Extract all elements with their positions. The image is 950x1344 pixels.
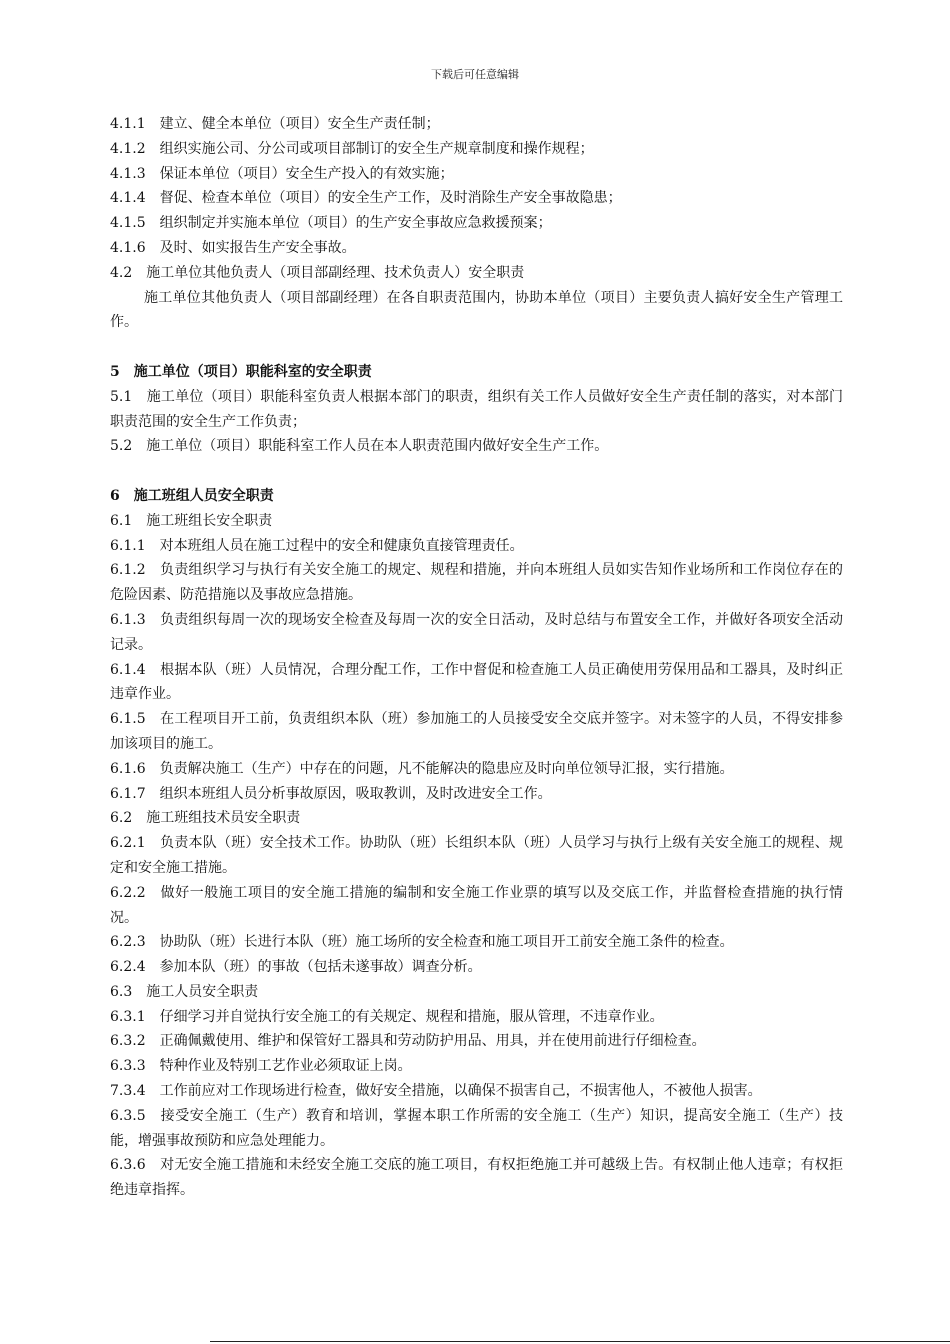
- clause-6-3-3: 6.3.3 特种作业及特别工艺作业必须取证上岗。: [110, 1058, 412, 1075]
- footer-divider: [210, 1341, 950, 1342]
- clause-6-2-3: 6.2.3 协助队（班）长进行本队（班）施工场所的安全检查和施工项目开工前安全施工条件的检查。: [110, 934, 734, 951]
- clause-6-1-7: 6.1.7 组织本班组人员分析事故原因，吸取教训，及时改进安全工作。: [110, 785, 552, 802]
- clause-4-2-title: 4.2 施工单位其他负责人（项目部副经理、技术负责人）安全职责: [110, 264, 525, 281]
- spacer: [110, 459, 843, 484]
- clause-6-1-1: 6.1.1 对本班组人员在施工过程中的安全和健康负直接管理责任。: [110, 537, 524, 554]
- clause-4-2-paragraph: 施工单位其他负责人（项目部副经理）在各自职责范围内，协助本单位（项目）主要负责人搞好安全生产管理工作。: [110, 289, 843, 331]
- clause-4-1-1: 4.1.1 建立、健全本单位（项目）安全生产责任制；: [110, 116, 440, 132]
- clause-4-1-5: 4.1.5 组织制定并实施本单位（项目）的生产安全事故应急救援预案；: [110, 215, 552, 232]
- section-5-heading: 5 施工单位（项目）职能科室的安全职责: [110, 363, 372, 380]
- clause-6-2-2: 6.2.2 做好一般施工项目的安全施工措施的编制和安全施工作业票的填写以及交底工作，并监督检查措施的执行情况。: [110, 884, 843, 926]
- clause-4-1-2: 4.1.2 组织实施公司、分公司或项目部制订的安全生产规章制度和操作规程；: [110, 140, 594, 157]
- clause-6-3-title: 6.3 施工人员安全职责: [110, 983, 259, 1000]
- spacer: [110, 335, 843, 360]
- clause-4-1-4: 4.1.4 督促、检查本单位（项目）的安全生产工作，及时消除生产安全事故隐患；: [110, 190, 622, 207]
- clause-6-1-title: 6.1 施工班组长安全职责: [110, 512, 273, 529]
- clause-6-2-4: 6.2.4 参加本队（班）的事故（包括未遂事故）调查分析。: [110, 959, 482, 976]
- clause-6-2-title: 6.2 施工班组技术员安全职责: [110, 810, 301, 827]
- clause-5-1: 5.1 施工单位（项目）职能科室负责人根据本部门的职责，组织有关工作人员做好安全生产责任制的落实，对本部门职责范围的安全生产工作负责；: [110, 388, 843, 430]
- clause-6-3-1: 6.3.1 仔细学习并自觉执行安全施工的有关规定、规程和措施，服从管理，不违章作业。: [110, 1008, 664, 1025]
- clause-6-2-1: 6.2.1 负责本队（班）安全技术工作。协助队（班）长组织本队（班）人员学习与执行上级有关安全施工的规程、规定和安全施工措施。: [110, 835, 843, 876]
- clause-6-3-2: 6.3.2 正确佩戴使用、维护和保管好工器具和劳动防护用品、用具，并在使用前进行仔细检查。: [110, 1033, 706, 1050]
- clause-4-1-6: 4.1.6 及时、如实报告生产安全事故。: [110, 239, 356, 256]
- document-body: [110, 112, 843, 1203]
- clause-6-1-4: 6.1.4 根据本队（班）人员情况，合理分配工作，工作中督促和检查施工人员正确使用劳保用品和工器具，及时纠正违章作业。: [110, 661, 843, 703]
- page-header-note: 下载后可任意编辑: [431, 68, 519, 81]
- clause-6-1-5: 6.1.5 在工程项目开工前，负责组织本队（班）参加施工的人员接受安全交底并签字。对未签字的人员，不得安排参加该项目的施工。: [110, 711, 843, 752]
- section-6-heading: 6 施工班组人员安全职责: [110, 487, 274, 504]
- clause-6-1-3: 6.1.3 负责组织每周一次的现场安全检查及每周一次的安全日活动，及时总结与布置安全工作，并做好各项安全活动记录。: [110, 611, 843, 653]
- clause-6-3-5: 6.3.5 接受安全施工（生产）教育和培训，掌握本职工作所需的安全施工（生产）知识，提高安全施工（生产）技能，增强事故预防和应急处理能力。: [110, 1107, 843, 1149]
- clause-5-2: 5.2 施工单位（项目）职能科室工作人员在本人职责范围内做好安全生产工作。: [110, 438, 609, 455]
- clause-4-1-3: 4.1.3 保证本单位（项目）安全生产投入的有效实施；: [110, 165, 454, 182]
- clause-6-1-2: 6.1.2 负责组织学习与执行有关安全施工的规定、规程和措施，并向本班组人员如实告知作业场所和工作岗位存在的危险因素、防范措施以及事故应急措施。: [110, 562, 843, 604]
- clause-6-1-6: 6.1.6 负责解决施工（生产）中存在的问题，凡不能解决的隐患应及时向单位领导汇报，实行措施。: [110, 760, 734, 777]
- clause-6-3-6: 6.3.6 对无安全施工措施和未经安全施工交底的施工项目，有权拒绝施工并可越级上告。有权制止他人违章；有权拒绝违章指挥。: [110, 1157, 843, 1199]
- clause-7-3-4: 7.3.4 工作前应对工作现场进行检查，做好安全措施，以确保不损害自己，不损害他人，不被他人损害。: [110, 1083, 762, 1100]
